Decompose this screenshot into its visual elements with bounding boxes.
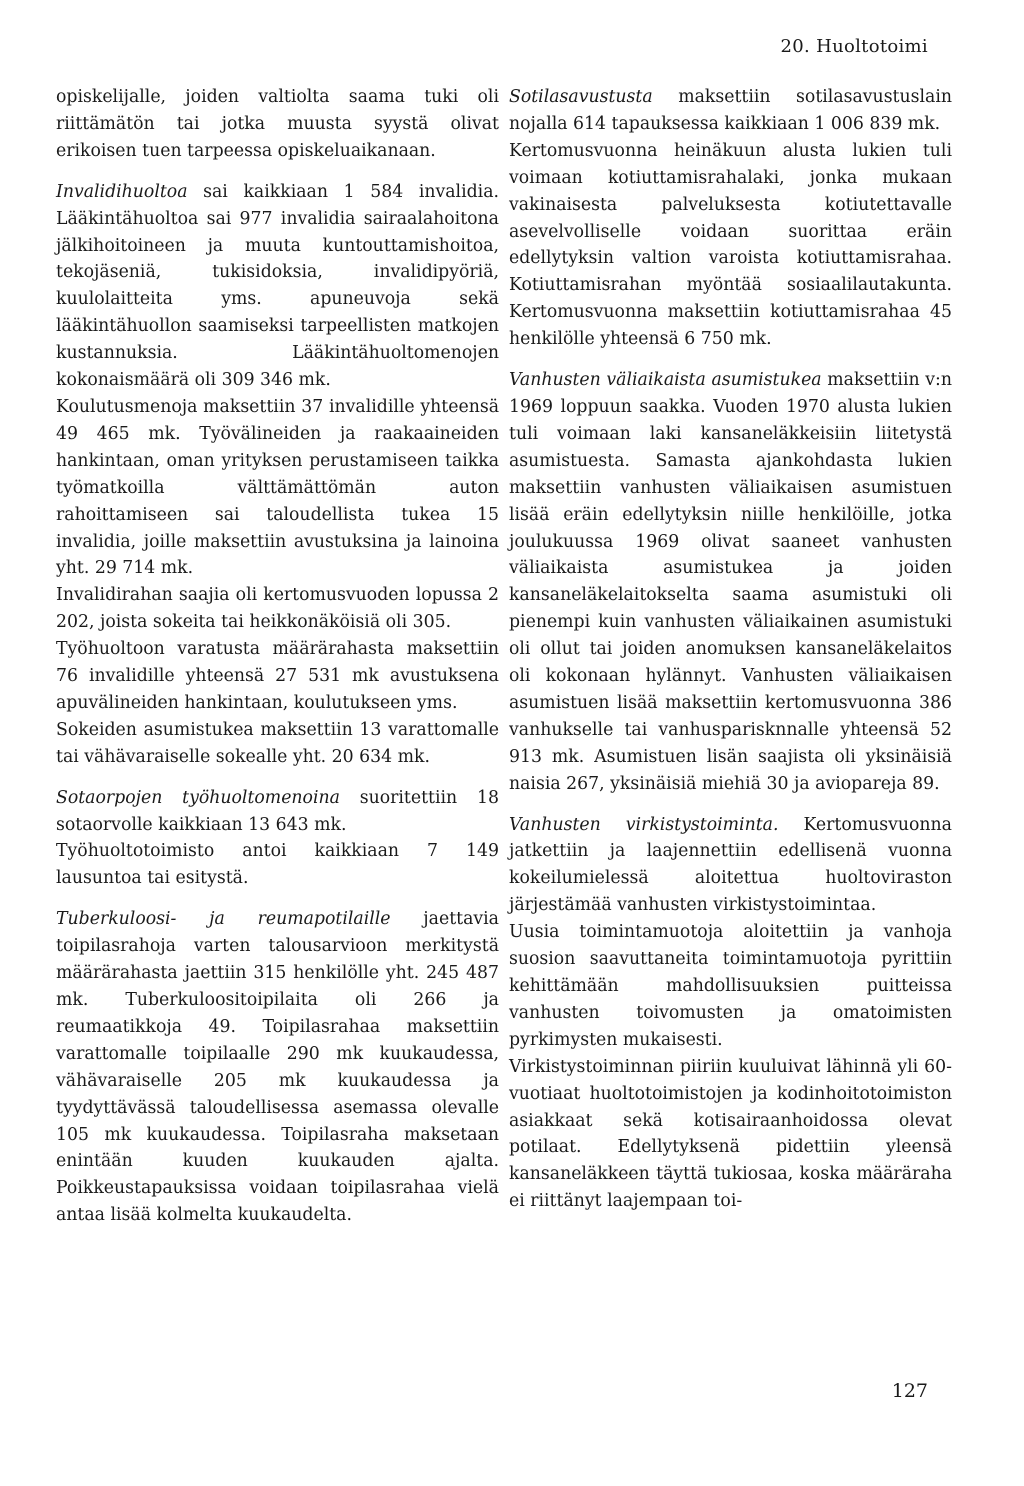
paragraph: Sotaorpojen työhuoltomenoina suoritettiin 18 sotaorvolle kaikkiaan 13 643 mk. <box>56 787 499 835</box>
paragraph: Työhuoltoon varatusta määrärahasta maksettiin 76 invalidille yhteensä 27 531 mk avustuksena apuvälineiden hankintaan, koulutukseen yms. <box>56 639 499 713</box>
paragraph: Vanhusten väliaikaista asumistukea maksettiin v:n 1969 loppuun saakka. Vuoden 1970 alusta lukien tuli voimaan laki kansaneläkkeisiin liitetystä asumistuesta. Samasta ajankohdasta lukien maksettiin vanhusten väliaikaisen asumistuen lisää eräin edellytyksin niille henkilöille, jotka joulukuussa 1969 olivat saaneet vanhusten väliaikaista asumistukea ja joiden kansaneläkelaitokselta saama asumistuki oli pienempi kuin vanhusten väliaikainen asumistuki oli ollut tai joiden anomuksen kansaneläkelaitos oli kokonaan hylännyt. Vanhusten väliaikaisen asumistuen lisää maksettiin kertomusvuonna 386 vanhukselle tai vanhusparisknnalle yhteensä 52 913 mk. Asumistuen lisän saajista oli yksinäisiä naisia 267, yksinäisiä miehiä 30 ja aviopareja 89. <box>509 370 952 794</box>
section-lead: Tuberkuloosi- ja reumapotilaille <box>56 909 391 930</box>
running-head: 20. Huoltotoimi <box>780 36 928 57</box>
paragraph: Koulutusmenoja maksettiin 37 invalidille yhteensä 49 465 mk. Työvälineiden ja raakaaineiden hankintaan, oman yrityksen perustamiseen taikka työmatkoilla välttämättömän auton rahoittamiseen sai taloudellista tukea 15 invalidia, joille maksettiin avustuksina ja lainoina yht. 29 714 mk. <box>56 396 499 579</box>
paragraph: Sokeiden asumistukea maksettiin 13 varattomalle tai vähävaraiselle sokealle yht. 20 634 mk. <box>56 719 499 767</box>
paragraph: Invalidirahan saajia oli kertomusvuoden lopussa 2 202, joista sokeita tai heikkonäköisiä oli 305. <box>56 585 499 633</box>
paragraph: Työhuoltotoimisto antoi kaikkiaan 7 149 lausuntoa tai esitystä. <box>56 841 499 889</box>
section-lead: Vanhusten virkistystoiminta. <box>509 814 779 835</box>
left-column <box>56 84 499 1229</box>
section-lead: Vanhusten väliaikaista asumistukea <box>509 370 822 391</box>
paragraph: opiskelijalle, joiden valtiolta saama tuki oli riittämätön tai jotka muusta syystä olivat erikoisen tuen tarpeessa opiskeluaikanaan. <box>56 87 499 161</box>
paragraph: Kertomusvuonna heinäkuun alusta lukien tuli voimaan kotiuttamisrahalaki, jonka mukaan vakinaisesta palveluksesta kotiutettavalle asevelvolliselle voidaan suorittaa eräin edellytyksin valtion varoista kotiuttamisrahaa. Kotiuttamisrahan myöntää sosiaalilautakunta. Kertomusvuonna maksettiin kotiuttamisrahaa 45 henkilölle yhteensä 6 750 mk. <box>509 140 952 350</box>
page-number: 127 <box>891 1380 928 1402</box>
section-lead: Sotaorpojen työhuoltomenoina <box>56 787 340 808</box>
section-lead: Sotilasavustusta <box>509 87 653 107</box>
paragraph: Tuberkuloosi- ja reumapotilaille jaettavia toipilasrahoja varten talousarvioon merkitystä määrärahasta jaettiin 315 henkilölle yht. 245 487 mk. Tuberkuloositoipilaita oli 266 ja reumaatikkoja 49. Toipilasrahaa maksettiin varattomalle toipilaalle 290 mk kuukaudessa, vähävaraiselle 205 mk kuukaudessa ja tyydyttävässä taloudellisessa asemassa olevalle 105 mk kuukaudessa. Toipilasraha maksetaan enintään kuuden kuukauden ajalta. Poikkeustapauksissa voidaan toipilasrahaa vielä antaa lisää kolmelta kuukaudelta. <box>56 909 499 1226</box>
paragraph: Vanhusten virkistystoiminta. Kertomusvuonna jatkettiin ja laajennettiin edellisenä vuonna kokeilumielessä aloitettua huoltoviraston järjestämää vanhusten virkistystoimintaa. <box>509 814 952 916</box>
paragraph: Uusia toimintamuotoja aloitettiin ja vanhoja suosion saavuttaneita toimintamuotoja pyrittiin kehittämään mahdollisuuksien puitteissa vanhusten toivomusten ja omatoimisten pyrkimysten mukaisesti. <box>509 922 952 1050</box>
paragraph: Sotilasavustusta maksettiin sotilasavustuslain nojalla 614 tapauksessa kaikkiaan 1 006 839 mk. <box>509 87 952 134</box>
section-lead: Invalidihuoltoa <box>56 181 188 202</box>
paragraph: Virkistystoiminnan piiriin kuuluivat lähinnä yli 60-vuotiaat huoltotoimistojen ja kodinhoitotoimiston asiakkaat sekä kotisairaanhoidossa olevat potilaat. Edellytyksenä pidettiin yleensä kansaneläkkeen täyttä tukiosaa, koska määräraha ei riittänyt laajempaan toi- <box>509 1056 952 1212</box>
right-column <box>509 84 952 1215</box>
paragraph: Invalidihuoltoa sai kaikkiaan 1 584 invalidia. Lääkintähuoltoa sai 977 invalidia sairaalahoitona jälkihoitoineen ja muuta kuntouttamishoitoa, tekojäseniä, tukisidoksia, invalidipyöriä, kuulolaitteita yms. apuneuvoja sekä lääkintähuollon saamiseksi tarpeellisten matkojen kustannuksia. Lääkintähuoltomenojen kokonaismäärä oli 309 346 mk. <box>56 181 499 391</box>
